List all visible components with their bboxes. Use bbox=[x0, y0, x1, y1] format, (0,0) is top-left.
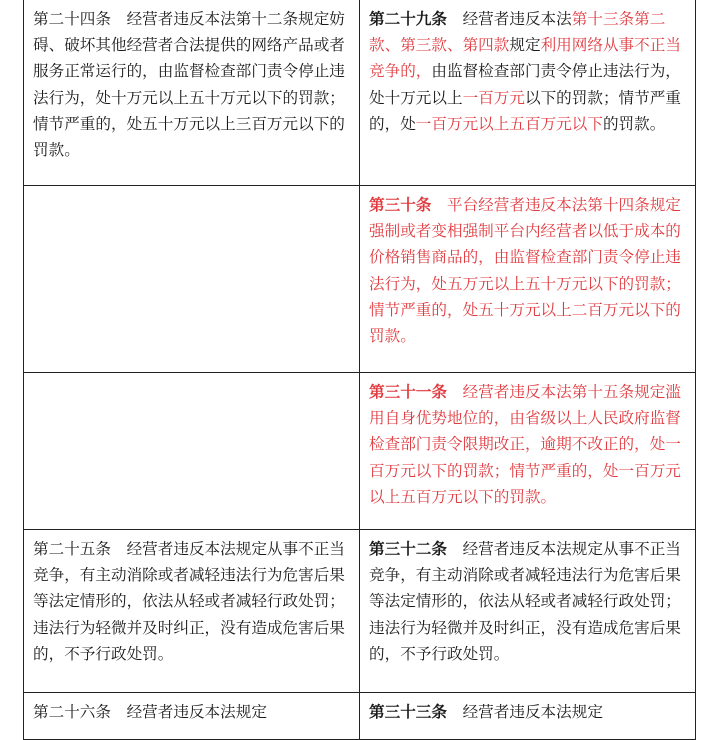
old-article-cell bbox=[24, 0, 360, 186]
article-text: 经营者违反本法规定从事不正当竞争，有主动消除或者减轻违法行为危害后果等法定情形的，依法从轻或者减轻行政处罚；违法行为轻微并及时纠正，没有造成危害后果的，不予行政处罚。 bbox=[369, 540, 681, 663]
new-article-cell bbox=[360, 530, 696, 693]
changed-text: 经营者违反本法第十五条规定滥用自身优势地位的，由省级以上人民政府监督检查部门责令限期改正，逾期不改正的，处一百万元以下的罚款；情节严重的，处一百万元以上五百万元以下的罚款。 bbox=[369, 383, 681, 506]
new-article-cell bbox=[360, 693, 696, 740]
old-article-cell bbox=[24, 693, 360, 740]
table-row bbox=[24, 186, 696, 373]
article-number: 第二十四条 bbox=[33, 10, 111, 28]
old-article-cell bbox=[24, 530, 360, 693]
table-row bbox=[24, 373, 696, 530]
article-text: 规定 bbox=[509, 36, 541, 55]
article-text: 经营者违反本法规定 bbox=[462, 703, 603, 721]
comparison-table bbox=[23, 0, 696, 740]
article-number: 第三十一条 bbox=[369, 382, 447, 401]
article-text: 第二十六条 经营者违反本法规定 bbox=[33, 703, 267, 721]
old-article-cell-empty bbox=[24, 186, 360, 373]
old-article-cell-empty bbox=[24, 373, 360, 530]
table-row bbox=[24, 693, 696, 740]
article-text: 经营者违反本法规定从事不正当竞争，有主动消除或者减轻违法行为危害后果等法定情形的，依法从轻或者减轻行政处罚；违法行为轻微并及时纠正，没有造成危害后果的，不予行政处罚。 bbox=[33, 540, 345, 663]
article-number: 第三十三条 bbox=[369, 702, 447, 721]
changed-text: 一百万元 bbox=[462, 88, 525, 107]
article-text: 经营者违反本法 bbox=[462, 10, 572, 28]
article-number: 第三十二条 bbox=[369, 539, 447, 558]
new-article-cell bbox=[360, 373, 696, 530]
table-row bbox=[24, 0, 696, 186]
article-text: 经营者违反本法第十二条规定妨碍、破坏其他经营者合法提供的网络产品或者服务正常运行的，由监督检查部门责令停止违法行为，处十万元以上五十万元以下的罚款；情节严重的，处五十万元以上三百万元以下的罚款。 bbox=[33, 10, 345, 160]
new-article-cell bbox=[360, 0, 696, 186]
changed-text: 平台经营者违反本法第十四条规定强制或者变相强制平台内经营者以低于成本的价格销售商品的，由监督检查部门责令停止违法行为，处五万元以上五十万元以下的罚款；情节严重的，处五十万元以上二百万元以下的罚款。 bbox=[369, 196, 681, 346]
changed-text: 第十三条第二款、第三款、第四款 bbox=[369, 10, 666, 55]
changed-text: 利用网络从事不正当竞争的， bbox=[369, 36, 681, 81]
new-article-cell bbox=[360, 186, 696, 373]
article-text: 以下的罚款；情节严重的，处 bbox=[369, 88, 681, 133]
article-text: 的罚款。 bbox=[602, 114, 666, 133]
article-number: 第三十条 bbox=[369, 195, 432, 214]
article-number: 第二十九条 bbox=[369, 9, 447, 28]
table-row bbox=[24, 530, 696, 693]
article-text: 由监督检查部门责令停止违法行为，处十万元以上 bbox=[369, 62, 681, 107]
changed-text: 一百万元以上五百万元以下 bbox=[415, 114, 603, 133]
article-number: 第二十五条 bbox=[33, 540, 111, 558]
